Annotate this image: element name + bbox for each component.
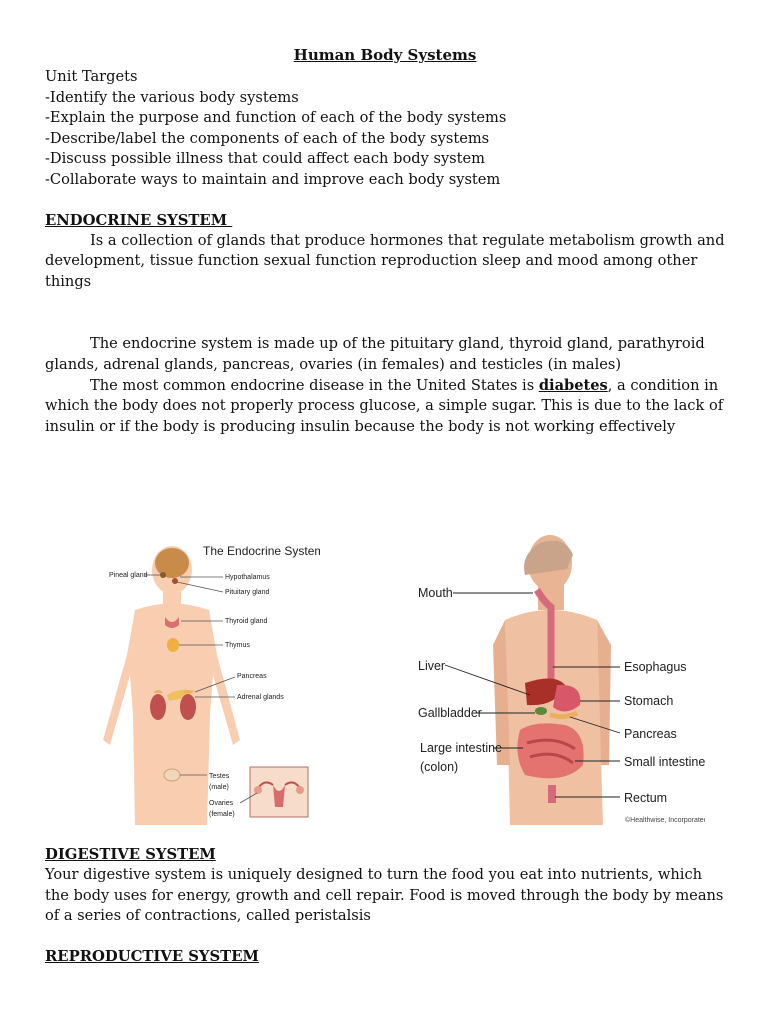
testes-icon [164, 769, 180, 781]
unit-target-item: -Identify the various body systems [45, 88, 299, 106]
document-title: Human Body Systems [293, 46, 477, 64]
unit-target-item: -Discuss possible illness that could affect each body system [45, 150, 486, 168]
endocrine-paragraph-2: The endocrine system is made up of the pituitary gland, thyroid gland, parathyroid glands, adrenal glands, pancreas, ovaries (in females) and testicles (in males) [45, 335, 705, 373]
label-testes: Testes [209, 773, 230, 780]
kidney-left-icon [150, 694, 166, 720]
label-thyroid-gland: Thyroid gland [225, 618, 268, 625]
unit-targets-heading: Unit Targets [45, 68, 138, 85]
document-page [45, 45, 725, 437]
unit-target-item: -Collaborate ways to maintain and improve each body system [45, 170, 501, 188]
gallbladder-icon [535, 707, 547, 715]
label-thymus: Thymus [225, 642, 250, 649]
endocrine-system-figure [95, 535, 320, 825]
label-gallbladder: Gallbladder [418, 706, 482, 720]
label-large-intestine: Large intestine [420, 741, 503, 755]
diabetes-text-after: , a condition in which the body does not properly process glucose, a simple sugar. This is due to the lack of insulin or if the body is producing insulin because the body is not working effectively [45, 376, 724, 435]
thymus-icon [167, 638, 179, 652]
digestive-heading: DIGESTIVE SYSTEM [45, 846, 216, 863]
label-pituitary-gland: Pituitary gland [225, 589, 270, 596]
reproductive-heading: REPRODUCTIVE SYSTEM [45, 947, 259, 965]
label-hypothalamus: Hypothalamus [225, 574, 270, 581]
digestive-section [45, 845, 725, 967]
label-rectum: Rectum [624, 791, 668, 805]
brain-icon [155, 548, 189, 578]
digestive-paragraph: Your digestive system is uniquely designed to turn the food you eat into nutrients, which the body uses for energy, growth and cell repair. Food is moved through the body by means of a series of contractions, called peristalsis [45, 866, 724, 925]
label-small-intestine: Small intestine [624, 755, 705, 769]
endocrine-paragraph-1: Is a collection of glands that produce hormones that regulate metabolism growth and development, tissue function sexual function reproduction sleep and mood among other things [45, 231, 725, 290]
unit-target-item: -Describe/label the components of each of the body systems [45, 129, 490, 147]
label-mouth: Mouth [418, 586, 453, 600]
unit-target-item: -Explain the purpose and function of each of the body systems [45, 109, 507, 127]
endocrine-heading: ENDOCRINE SYSTEM [45, 211, 233, 229]
digestive-system-figure [415, 535, 705, 830]
intestines-icon [517, 723, 583, 778]
label-testes-male: (male) [209, 784, 229, 791]
label-stomach: Stomach [624, 694, 674, 708]
label-pineal-gland: Pineal gland [109, 572, 148, 579]
kidney-right-icon [180, 694, 196, 720]
label-liver: Liver [418, 659, 446, 673]
label-pancreas: Pancreas [624, 727, 677, 741]
endocrine-figure-title: The Endocrine System [203, 544, 320, 558]
rectum-icon [548, 785, 556, 803]
diabetes-term: diabetes [538, 376, 608, 394]
diabetes-text-before: The most common endocrine disease in the United States is [90, 376, 539, 394]
label-adrenal-glands: Adrenal glands [237, 694, 284, 701]
figure-credit: ©Healthwise, Incorporated [625, 817, 705, 824]
endocrine-paragraph-3 [45, 376, 725, 438]
label-ovaries: Ovaries [209, 800, 234, 807]
label-ovaries-female: (female) [209, 811, 235, 818]
label-esophagus: Esophagus [624, 660, 687, 674]
label-colon: (colon) [420, 760, 459, 774]
label-pancreas: Pancreas [237, 673, 267, 680]
